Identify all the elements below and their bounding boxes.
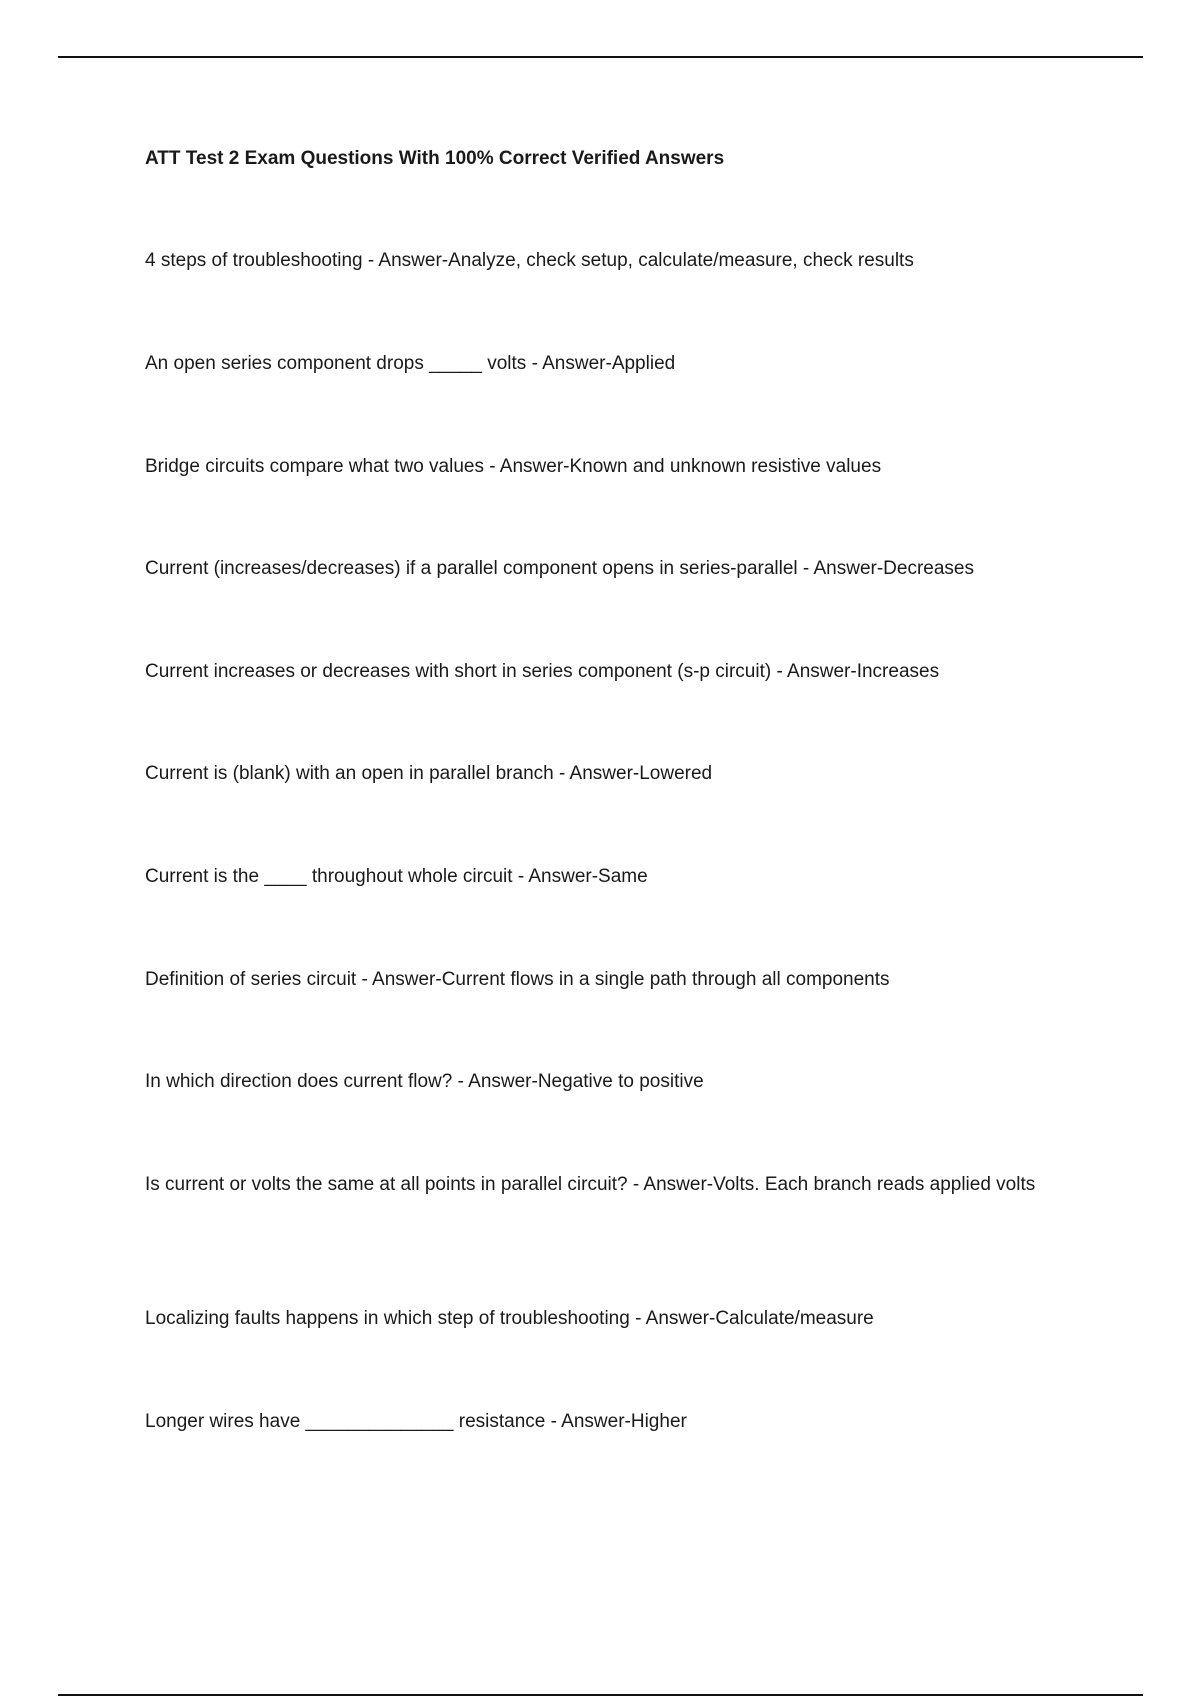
footer-rule	[58, 1694, 1143, 1696]
qa-item: An open series component drops _____ volts - Answer-Applied	[145, 353, 676, 374]
qa-item: Definition of series circuit - Answer-Current flows in a single path through all components	[145, 969, 890, 990]
header-rule	[58, 56, 1143, 58]
qa-item: Current is (blank) with an open in parallel branch - Answer-Lowered	[145, 763, 713, 784]
qa-item: Current increases or decreases with short in series component (s-p circuit) - Answer-Increases	[145, 661, 940, 682]
qa-item: Current (increases/decreases) if a parallel component opens in series-parallel - Answer-Decreases	[145, 558, 974, 579]
qa-item: Bridge circuits compare what two values - Answer-Known and unknown resistive values	[145, 456, 882, 477]
qa-item: 4 steps of troubleshooting - Answer-Analyze, check setup, calculate/measure, check results	[145, 250, 914, 271]
qa-item: Current is the ____ throughout whole circuit - Answer-Same	[145, 866, 648, 887]
qa-item: Localizing faults happens in which step of troubleshooting - Answer-Calculate/measure	[145, 1308, 874, 1329]
qa-item: In which direction does current flow? - Answer-Negative to positive	[145, 1071, 704, 1092]
document-title: ATT Test 2 Exam Questions With 100% Correct Verified Answers	[145, 148, 725, 169]
qa-item: Longer wires have ______________ resistance - Answer-Higher	[145, 1411, 687, 1432]
qa-item: Is current or volts the same at all points in parallel circuit? - Answer-Volts. Each branch reads applied volts	[145, 1174, 1036, 1195]
